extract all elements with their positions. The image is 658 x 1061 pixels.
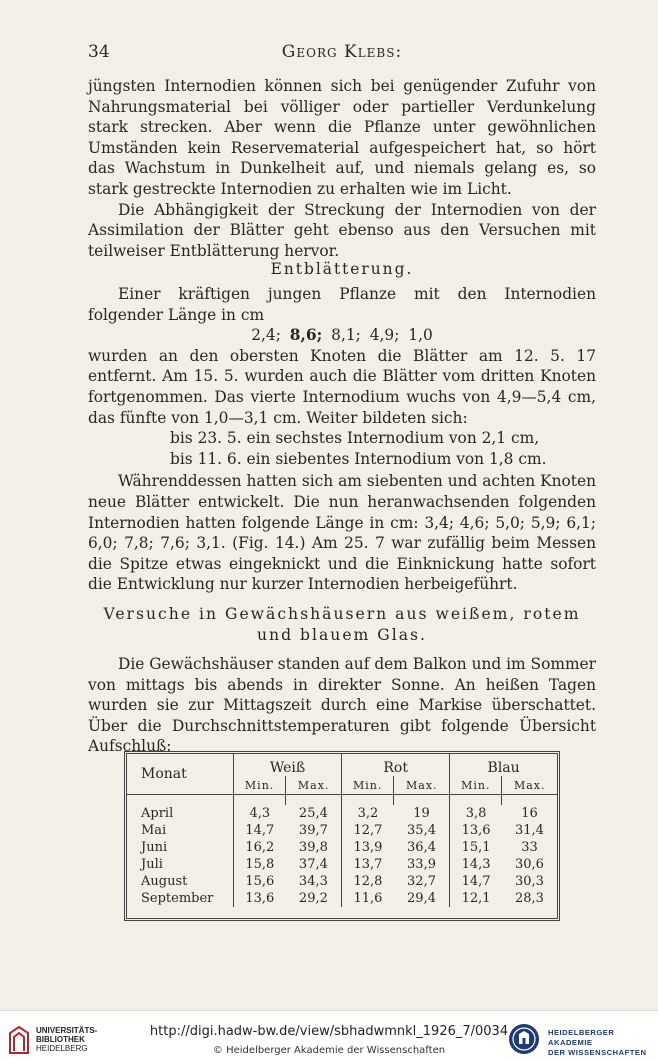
header-monat: Monat <box>127 754 234 795</box>
header-weiss: Weiß <box>234 754 342 776</box>
ub-line: BIBLIOTHEK <box>36 1035 85 1044</box>
growth-entry: bis 23. 5. ein sechstes Internodium von 2,1 cm, <box>170 429 540 448</box>
temperature-cell: 13,6 <box>234 890 286 907</box>
length-value: 8,1; 4,9; 1,0 <box>331 326 433 345</box>
growth-entry: bis 11. 6. ein siebentes Internodium von 1,8 cm. <box>170 449 547 468</box>
header-min: Min. <box>234 776 286 795</box>
month-cell: April <box>141 806 174 821</box>
heading-line: und blauem Glas. <box>256 626 427 644</box>
paragraph: Die Abhängigkeit der Streckung der Internodien von der Assimilation der Blätter geht ebenso aus den Versuchen mit teilweiser Entblätterung hervor. <box>88 200 596 260</box>
paragraph: Einer kräftigen jungen Pflanze mit den Internodien folgender Länge in cm <box>88 285 596 324</box>
temperature-cell: 13,9 <box>342 839 394 856</box>
header-max: Max. <box>286 776 342 795</box>
temperature-cell: 16,2 <box>234 839 286 856</box>
temperature-cell: 33 <box>521 840 538 855</box>
length-value-bold: 8,6; <box>289 326 323 345</box>
month-cell: Mai <box>141 823 167 838</box>
ub-line: HEIDELBERG <box>36 1044 88 1053</box>
body-text-bottom <box>88 654 596 757</box>
temperature-cell: 35,4 <box>407 823 436 838</box>
temperature-cell: 15,1 <box>450 839 502 856</box>
temperature-cell: 31,4 <box>514 823 544 838</box>
temperature-cell: 14,7 <box>234 822 286 839</box>
temperature-cell: 13,6 <box>450 822 502 839</box>
length-value: 2,4; <box>251 326 281 345</box>
temperature-cell: 37,4 <box>298 857 328 872</box>
temperature-cell: 15,8 <box>234 856 286 873</box>
table-row <box>127 839 557 856</box>
ub-line: UNIVERSITÄTS- <box>36 1026 98 1035</box>
header-max: Max. <box>394 776 450 795</box>
temperature-cell: 33,9 <box>407 857 436 872</box>
temperature-cell: 28,3 <box>514 891 544 906</box>
running-title: Georg Klebs: <box>281 42 403 62</box>
header-min: Min. <box>342 776 394 795</box>
temperature-cell: 29,4 <box>407 891 436 906</box>
permalink-url[interactable]: http://digi.hadw-bw.de/view/sbhadwmnkl_1926_7/0034 <box>149 1024 509 1039</box>
body-text-middle <box>88 284 596 595</box>
temperature-cell: 39,8 <box>298 840 328 855</box>
header-rot: Rot <box>342 754 450 776</box>
temperature-cell: 29,2 <box>298 891 328 906</box>
temperature-cell: 3,2 <box>342 805 394 822</box>
paragraph: jüngsten Internodien können sich bei genügender Zufuhr von Nahrungsmaterial bei völliger oder partieller Verdunkelung stark strecken. Aber wenn die Pflanze unter gewöhnlichen Umständen kein Reservematerial aufgespeichert hat, so hört das Wachstum in Dunkelheit auf, und niemals gelang es, so stark gestreckte Internodien zu erhalten wie im Licht. <box>88 77 596 198</box>
section-heading-entblaetterung: Entblätterung. <box>270 260 414 278</box>
temperature-cell: 14,7 <box>450 873 502 890</box>
month-cell: Juli <box>141 857 163 872</box>
temperature-cell: 13,7 <box>342 856 394 873</box>
page-header <box>88 42 596 64</box>
temperature-cell: 4,3 <box>234 805 286 822</box>
temperature-cell: 15,6 <box>234 873 286 890</box>
digitization-footer <box>0 1010 658 1061</box>
academy-seal-icon <box>508 1023 540 1055</box>
temperature-cell: 11,6 <box>342 890 394 907</box>
temperature-cell: 16 <box>521 806 538 821</box>
temperature-cell: 12,7 <box>342 822 394 839</box>
temperature-cell: 39,7 <box>298 823 328 838</box>
academy-name <box>548 1028 658 1058</box>
body-text-top <box>88 76 596 261</box>
section-heading-gewaechshaeuser <box>88 604 596 646</box>
month-cell: Juni <box>141 840 168 855</box>
temperature-cell: 12,1 <box>450 890 502 907</box>
paragraph: Die Gewächshäuser standen auf dem Balkon und im Sommer von mittags bis abends in direkter Sonne. An heißen Tagen wurden sie zur Mittagszeit durch eine Markise überschattet. Über die Durchschnittstemperaturen gibt folgende Übersicht Aufschluß: <box>88 655 597 756</box>
temperature-table <box>124 751 560 921</box>
temperature-cell: 14,3 <box>450 856 502 873</box>
academy-line: HEIDELBERGER AKADEMIE <box>548 1028 615 1047</box>
header-max: Max. <box>502 776 557 795</box>
internode-lengths <box>88 325 596 346</box>
temperature-cell: 32,7 <box>407 874 436 889</box>
temperature-cell: 12,8 <box>342 873 394 890</box>
header-blau: Blau <box>450 754 557 776</box>
temperature-cell: 25,4 <box>298 806 328 821</box>
table-row <box>127 822 557 839</box>
temperature-cell: 3,8 <box>450 805 502 822</box>
table-row <box>127 805 557 822</box>
academy-line: DER WISSENSCHAFTEN <box>548 1048 647 1057</box>
temperature-cell: 30,3 <box>514 874 544 889</box>
table-row <box>127 873 557 890</box>
table-row <box>127 890 557 907</box>
copyright-notice: © Heidelberger Akademie der Wissenschaften <box>212 1045 446 1056</box>
header-min: Min. <box>450 776 502 795</box>
temperature-cell: 36,4 <box>407 840 436 855</box>
month-cell: September <box>141 891 214 906</box>
heading-line: Versuche in Gewächshäusern aus weißem, rotem <box>103 605 581 623</box>
paragraph: wurden an den obersten Knoten die Blätter am 12. 5. 17 entfernt. Am 15. 5. wurden auch die Blätter vom dritten Knoten fortgenommen. Das vierte Internodium wuchs von 4,9—5,4 cm, das fünfte von 1,0—3,1 cm. Weiter bildeten sich: <box>88 346 596 427</box>
temperature-cell: 30,6 <box>514 857 544 872</box>
temperature-cell: 34,3 <box>298 874 328 889</box>
temperature-cell: 19 <box>413 806 430 821</box>
page-number: 34 <box>88 42 110 62</box>
month-cell: August <box>141 874 188 889</box>
table-row <box>127 856 557 873</box>
paragraph: Währenddessen hatten sich am siebenten und achten Knoten neue Blätter entwickelt. Die nun heranwachsenden folgenden Internodien hatten folgende Länge in cm: 3,4; 4,6; 5,0; 5,9; 6,1; 6,0; 7,8; 7,6; 3,1. (Fig. 14.) Am 25. 7 war zufällig beim Messen die Spitze etwas eingeknickt und die Einknickung hatte sofort die Entwicklung nur kurzer Internodien herbeigeführt. <box>88 472 596 594</box>
